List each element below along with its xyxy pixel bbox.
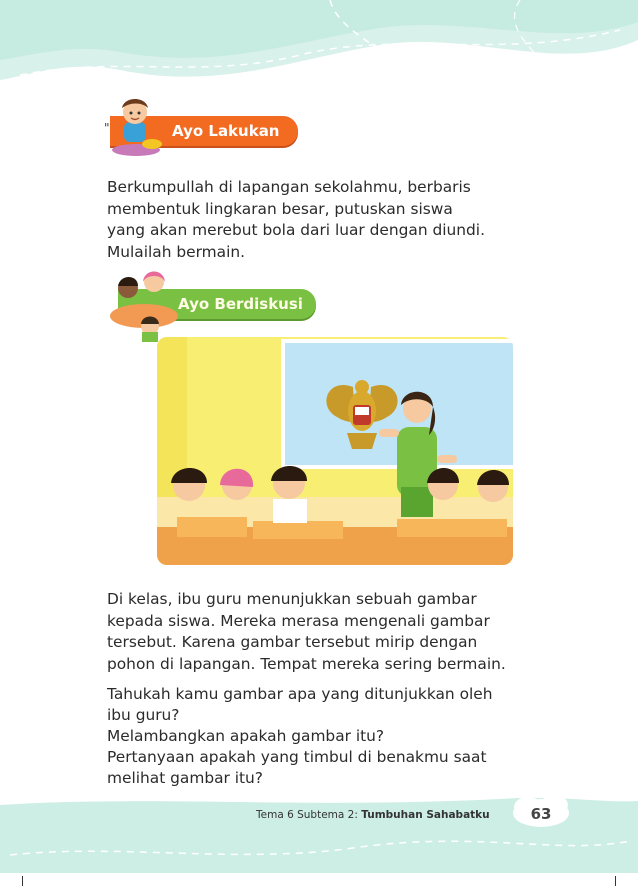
text-line: Pertanyaan apakah yang timbul di benakmu saat bbox=[107, 748, 487, 766]
text-line: Mulailah bermain. bbox=[107, 242, 246, 261]
text-line: membentuk lingkaran besar, putuskan siswa bbox=[107, 199, 453, 218]
text-line: Melambangkan apakah gambar itu? bbox=[107, 727, 385, 745]
footer-theme bbox=[256, 809, 490, 821]
svg-text:": " bbox=[104, 121, 110, 135]
page-number: 63 bbox=[530, 805, 552, 823]
text-line: tersebut. Karena gambar tersebut mirip dengan bbox=[107, 633, 478, 651]
text-line: Tahukah kamu gambar apa yang ditunjukkan oleh bbox=[107, 685, 493, 703]
section-title: Ayo Lakukan bbox=[172, 122, 280, 140]
theme-title: Tumbuhan Sahabatku bbox=[361, 809, 490, 821]
section-title: Ayo Berdiskusi bbox=[178, 295, 303, 313]
theme-prefix: Tema 6 Subtema 2: bbox=[256, 809, 362, 821]
boy-mascot-icon bbox=[102, 94, 174, 158]
classroom-illustration bbox=[157, 337, 513, 565]
text-line: yang akan merebut bola dari luar dengan diundi. bbox=[107, 221, 485, 239]
story-paragraph bbox=[107, 589, 547, 675]
question-paragraph bbox=[107, 684, 547, 789]
text-line: Berkumpullah di lapangan sekolahmu, berbaris bbox=[107, 178, 471, 196]
text-line: Di kelas, ibu guru menunjukkan sebuah gambar bbox=[107, 590, 477, 608]
text-line: kepada siswa. Mereka merasa mengenali gambar bbox=[107, 611, 490, 630]
crop-mark bbox=[615, 876, 616, 886]
crop-mark bbox=[22, 876, 23, 886]
text-line: pohon di lapangan. Tempat mereka sering bermain. bbox=[107, 654, 506, 673]
text-line: ibu guru? bbox=[107, 706, 180, 724]
instruction-paragraph bbox=[107, 177, 547, 263]
text-line: melihat gambar itu? bbox=[107, 769, 263, 787]
discussion-kids-icon bbox=[106, 266, 182, 342]
header-decoration bbox=[0, 0, 638, 130]
